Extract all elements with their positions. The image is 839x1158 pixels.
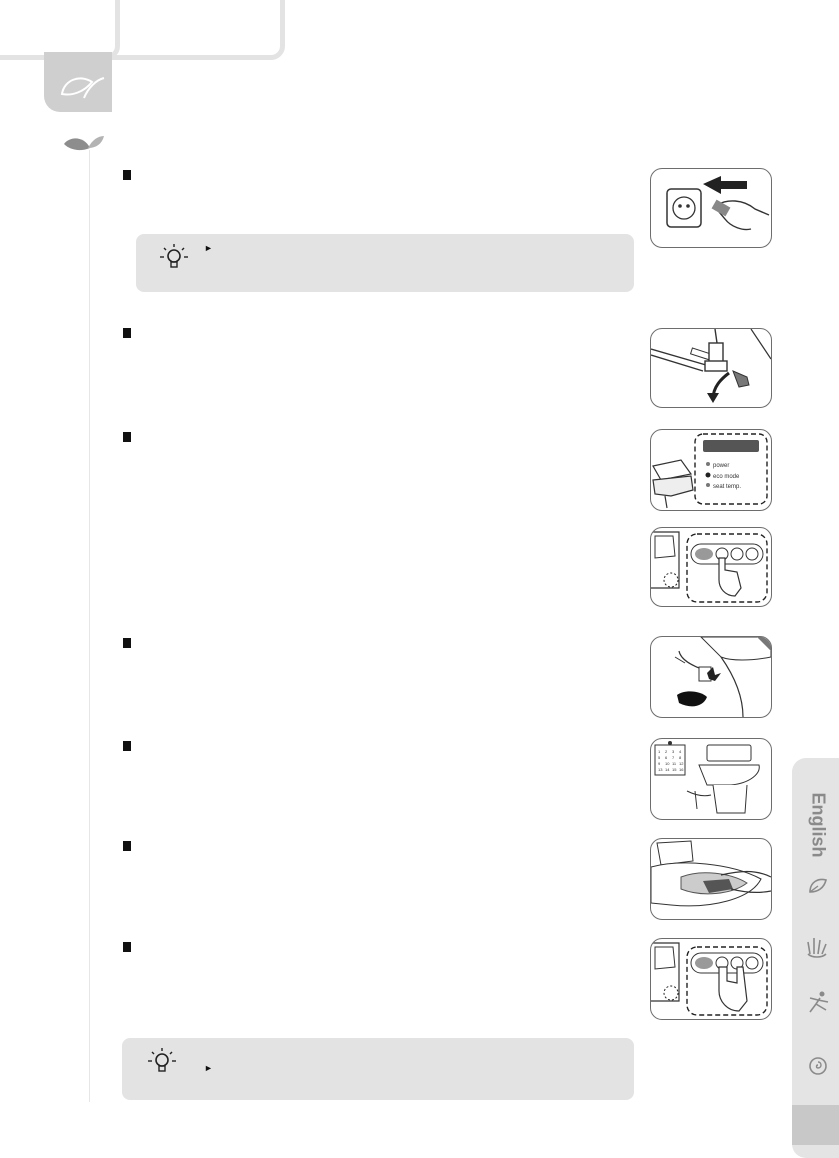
illustration-two-button-press: [650, 938, 772, 1020]
panel-label-eco-mode: eco mode: [713, 474, 740, 480]
step-bullet: [123, 432, 131, 442]
step-bullet: [123, 942, 131, 952]
calendar-cell: 15: [672, 767, 677, 772]
calendar-cell: 4: [679, 749, 682, 754]
illustration-plug-socket: [650, 168, 772, 248]
leaf-icon: [806, 874, 830, 896]
tip-marker: ►: [204, 1063, 213, 1073]
calendar-cell: 10: [665, 761, 670, 766]
step-bullet: [123, 841, 131, 851]
tip-box: [122, 1038, 634, 1100]
side-tab-footer: [792, 1105, 839, 1145]
calendar-cell: 3: [672, 749, 675, 754]
language-tab-label[interactable]: [798, 790, 838, 860]
calendar-cell: 16: [679, 767, 684, 772]
step-bullet: [123, 638, 131, 648]
step-bullet: [123, 328, 131, 338]
calendar-cell: 11: [672, 761, 677, 766]
header-frame-inner: [0, 0, 120, 60]
section-logo-block: [44, 52, 112, 112]
lightbulb-icon: [160, 242, 188, 270]
calendar-cell: 14: [665, 767, 670, 772]
calendar-cell: 2: [665, 749, 668, 754]
person-icon: [806, 990, 830, 1014]
illustration-water-leak: [650, 636, 772, 718]
illustration-button-press: [650, 527, 772, 607]
hand-icon: [804, 934, 830, 960]
calendar-cell: 13: [658, 767, 663, 772]
calendar-cell: 12: [679, 761, 684, 766]
step-bullet: [123, 741, 131, 751]
language-label: English: [808, 792, 829, 858]
illustration-cleaning-seat: [650, 838, 772, 920]
tip-marker: ►: [204, 243, 213, 253]
lightbulb-icon: [148, 1046, 176, 1074]
calendar-cell: 5: [658, 755, 661, 760]
panel-label-seat-temp: seat temp.: [713, 484, 742, 490]
illustration-control-panel: [650, 429, 772, 511]
calendar-cell: 1: [658, 749, 661, 754]
calendar-cell: 7: [672, 755, 675, 760]
leaf-icon: [62, 134, 106, 158]
leaf-logo-icon: [44, 52, 112, 112]
spiral-icon: [806, 1054, 830, 1078]
panel-label-power: power: [713, 463, 730, 469]
calendar-cell: 6: [665, 755, 668, 760]
left-margin-rule: [89, 150, 90, 1102]
calendar-cell: 9: [658, 761, 661, 766]
calendar-cell: 8: [679, 755, 682, 760]
step-bullet: [123, 170, 131, 180]
tip-box: [136, 234, 634, 292]
illustration-calendar-toilet: [650, 738, 772, 820]
illustration-water-valve: [650, 328, 772, 408]
